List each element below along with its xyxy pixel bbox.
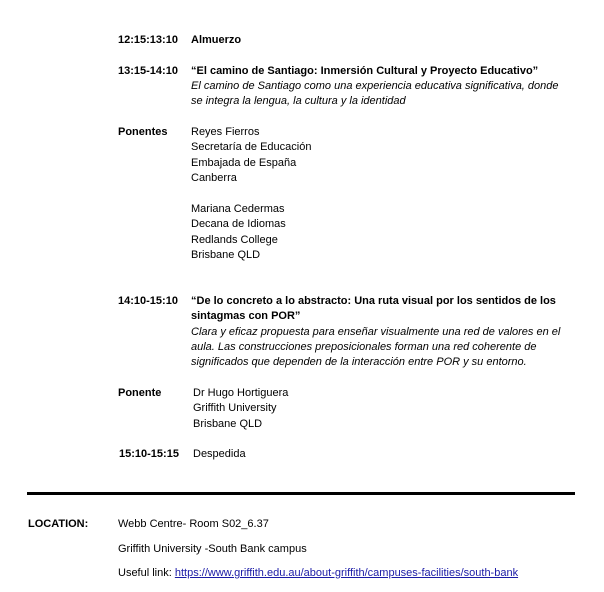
speaker2-line: Decana de Idiomas <box>191 218 286 230</box>
speaker1-line: Embajada de España <box>191 157 297 169</box>
useful-link-line <box>118 566 518 581</box>
location-campus: Griffith University -South Bank campus <box>118 543 307 555</box>
session2-desc-line: aula. Las construcciones preposicionales forman una red coherente de <box>191 341 537 353</box>
speaker1-line: Secretaría de Educación <box>191 141 312 153</box>
lunch-title: Almuerzo <box>191 34 242 46</box>
speaker-label: Ponente <box>118 387 162 399</box>
session2-desc-line: Clara y eficaz propuesta para enseñar visualmente una red de valores en el <box>191 326 561 338</box>
speakers-label: Ponentes <box>118 126 168 138</box>
useful-link-label: Useful link: <box>118 567 175 579</box>
session1-desc-line: El camino de Santiago como una experiencia educativa significativa, donde <box>191 80 559 92</box>
speaker1-line: Reyes Fierros <box>191 126 260 138</box>
section-divider <box>27 492 575 495</box>
speaker-line: Dr Hugo Hortiguera <box>193 387 289 399</box>
speaker-line: Brisbane QLD <box>193 418 263 430</box>
farewell-time: 15:10-15:15 <box>119 448 179 460</box>
speaker-line: Griffith University <box>193 402 277 414</box>
session2-time: 14:10-15:10 <box>118 295 178 307</box>
speaker1-line: Canberra <box>191 172 237 184</box>
speaker2-line: Brisbane QLD <box>191 249 261 261</box>
location-label: LOCATION: <box>28 518 89 530</box>
useful-link[interactable]: https://www.griffith.edu.au/about-griffith/campuses-facilities/south-bank <box>174 567 519 579</box>
session1-desc-line: se integra la lengua, la cultura y la identidad <box>191 95 406 107</box>
session2-title-line: “De lo concreto a lo abstracto: Una ruta visual por los sentidos de los <box>191 295 556 307</box>
farewell-title: Despedida <box>193 448 246 460</box>
session1-title: “El camino de Santiago: Inmersión Cultural y Proyecto Educativo” <box>191 65 539 77</box>
speaker2-line: Redlands College <box>191 234 278 246</box>
session2-desc-line: significados que dependen de la interacción entre POR y su entorno. <box>191 356 527 368</box>
session1-time: 13:15-14:10 <box>118 65 178 77</box>
location-room: Webb Centre- Room S02_6.37 <box>118 518 269 530</box>
session2-title-line: sintagmas con POR” <box>191 310 301 322</box>
speaker2-line: Mariana Cedermas <box>191 203 285 215</box>
lunch-time: 12:15:13:10 <box>118 34 178 46</box>
